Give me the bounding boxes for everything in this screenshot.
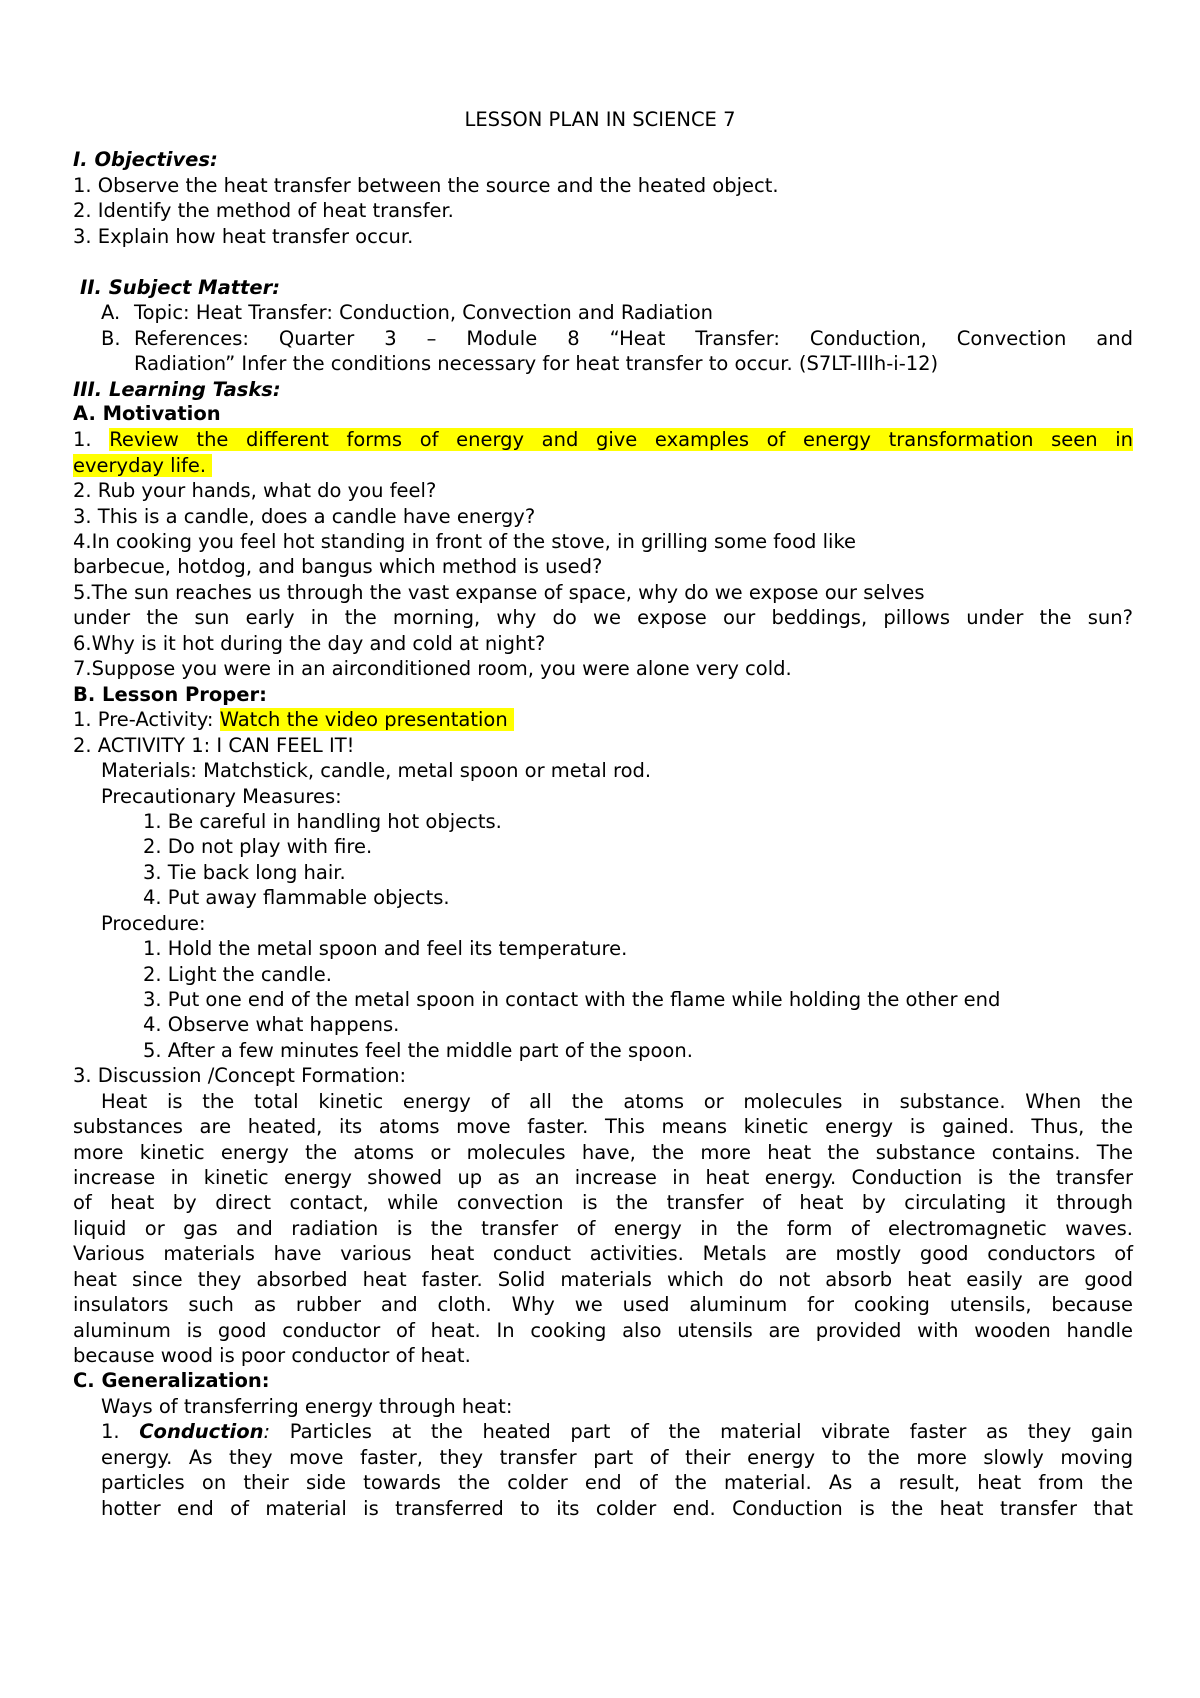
discussion-line: aluminum is good conductor of heat. In cooking also utensils are provided with wooden handle [73,1319,1133,1342]
pre-activity-line: 1. Pre-Activity: Watch the video presentation [73,706,514,734]
activity-title: 2. ACTIVITY 1: I CAN FEEL IT! [73,734,355,757]
motivation-line: 5.The sun reaches us through the vast expanse of space, why do we expose our selves [73,581,925,604]
learning-tasks-heading: III. Learning Tasks: [73,378,281,401]
highlighted-text: everyday life. [73,454,207,477]
motivation-item-highlighted-cont [73,452,212,480]
procedure-step: 3. Put one end of the metal spoon in contact with the flame while holding the other end [143,988,1001,1011]
discussion-line: substances are heated, its atoms move faster. This means kinetic energy is gained. Thus, the [73,1115,1133,1138]
discussion-line: more kinetic energy the atoms or molecules have, the more heat the substance contains. The [73,1141,1133,1164]
conduction-line: hotter end of material is transferred to its colder end. Conduction is the heat transfer that [101,1497,1133,1520]
highlighted-text: Review the different forms of energy and give examples of energy transformation seen in [109,428,1133,451]
motivation-line: 7.Suppose you were in an airconditioned room, you were alone very cold. [73,657,792,680]
discussion-heading: 3. Discussion /Concept Formation: [73,1064,407,1087]
motivation-line: 6.Why is it hot during the day and cold at night? [73,632,546,655]
lesson-proper-heading: B. Lesson Proper: [73,683,267,706]
page-title: LESSON PLAN IN SCIENCE 7 [464,108,736,131]
objective-item: 3. Explain how heat transfer occur. [73,225,414,248]
procedure-heading: Procedure: [101,912,206,935]
conduction-line: 1. Conduction: Particles at the heated part of the material vibrate faster as they gain [101,1420,1133,1443]
motivation-line: under the sun early in the morning, why do we expose our beddings, pillows under the sun? [73,606,1133,629]
topic-letter: A. [101,301,121,324]
discussion-line: Various materials have various heat conduct activities. Metals are mostly good conductors of [73,1242,1133,1265]
references-line: Radiation” Infer the conditions necessary for heat transfer to occur. (S7LT-IIIh-i-12) [134,352,939,375]
motivation-heading: A. Motivation [73,402,221,425]
precaution-heading: Precautionary Measures: [101,785,342,808]
materials-line: Materials: Matchstick, candle, metal spoon or metal rod. [101,759,652,782]
precaution-item: 1. Be careful in handling hot objects. [143,810,502,833]
generalization-heading: C. Generalization: [73,1369,270,1392]
precaution-item: 2. Do not play with fire. [143,835,373,858]
conduction-term: Conduction [139,1420,264,1443]
subject-matter-heading: II. Subject Matter: [80,276,281,299]
motivation-line: barbecue, hotdog, and bangus which method is used? [73,555,603,578]
procedure-step: 4. Observe what happens. [143,1013,400,1036]
discussion-line: Heat is the total kinetic energy of all the atoms or molecules in substance. When the [101,1090,1133,1113]
motivation-line: 2. Rub your hands, what do you feel? [73,479,437,502]
references-line: References: Quarter 3 – Module 8 “Heat Transfer: Conduction, Convection and [134,327,1133,350]
procedure-step: 5. After a few minutes feel the middle part of the spoon. [143,1039,693,1062]
motivation-line: 4.In cooking you feel hot standing in front of the stove, in grilling some food like [73,530,857,553]
discussion-line: heat since they absorbed heat faster. Solid materials which do not absorb heat easily are good [73,1268,1133,1291]
objective-item: 2. Identify the method of heat transfer. [73,199,454,222]
conduction-line: particles on their side towards the colder end of the material. As a result, heat from the [101,1471,1133,1494]
objective-item: 1. Observe the heat transfer between the source and the heated object. [73,174,779,197]
conduction-line: energy. As they move faster, they transfer part of their energy to the more slowly moving [101,1446,1133,1469]
topic-line: Topic: Heat Transfer: Conduction, Convection and Radiation [134,301,713,324]
generalization-intro: Ways of transferring energy through heat: [101,1395,513,1418]
motivation-item-highlighted: 1. Review the different forms of energy and give examples of energy transformation seen in [73,428,1133,451]
motivation-line: 3. This is a candle, does a candle have energy? [73,505,536,528]
procedure-step: 2. Light the candle. [143,963,332,986]
precaution-item: 3. Tie back long hair. [143,861,346,884]
discussion-line: insulators such as rubber and cloth. Why we used aluminum for cooking utensils, because [73,1293,1133,1316]
objectives-heading: I. Objectives: [73,148,218,171]
discussion-line: liquid or gas and radiation is the transfer of energy in the form of electromagnetic waves. [73,1217,1133,1240]
highlighted-text: Watch the video presentation [219,708,508,731]
precaution-item: 4. Put away flammable objects. [143,886,450,909]
discussion-line: because wood is poor conductor of heat. [73,1344,471,1367]
procedure-step: 1. Hold the metal spoon and feel its temperature. [143,937,628,960]
references-letter: B. [101,327,121,350]
discussion-line: increase in kinetic energy showed up as an increase in heat energy. Conduction is the transfer [73,1166,1133,1189]
discussion-line: of heat by direct contact, while convection is the transfer of heat by circulating it through [73,1191,1133,1214]
